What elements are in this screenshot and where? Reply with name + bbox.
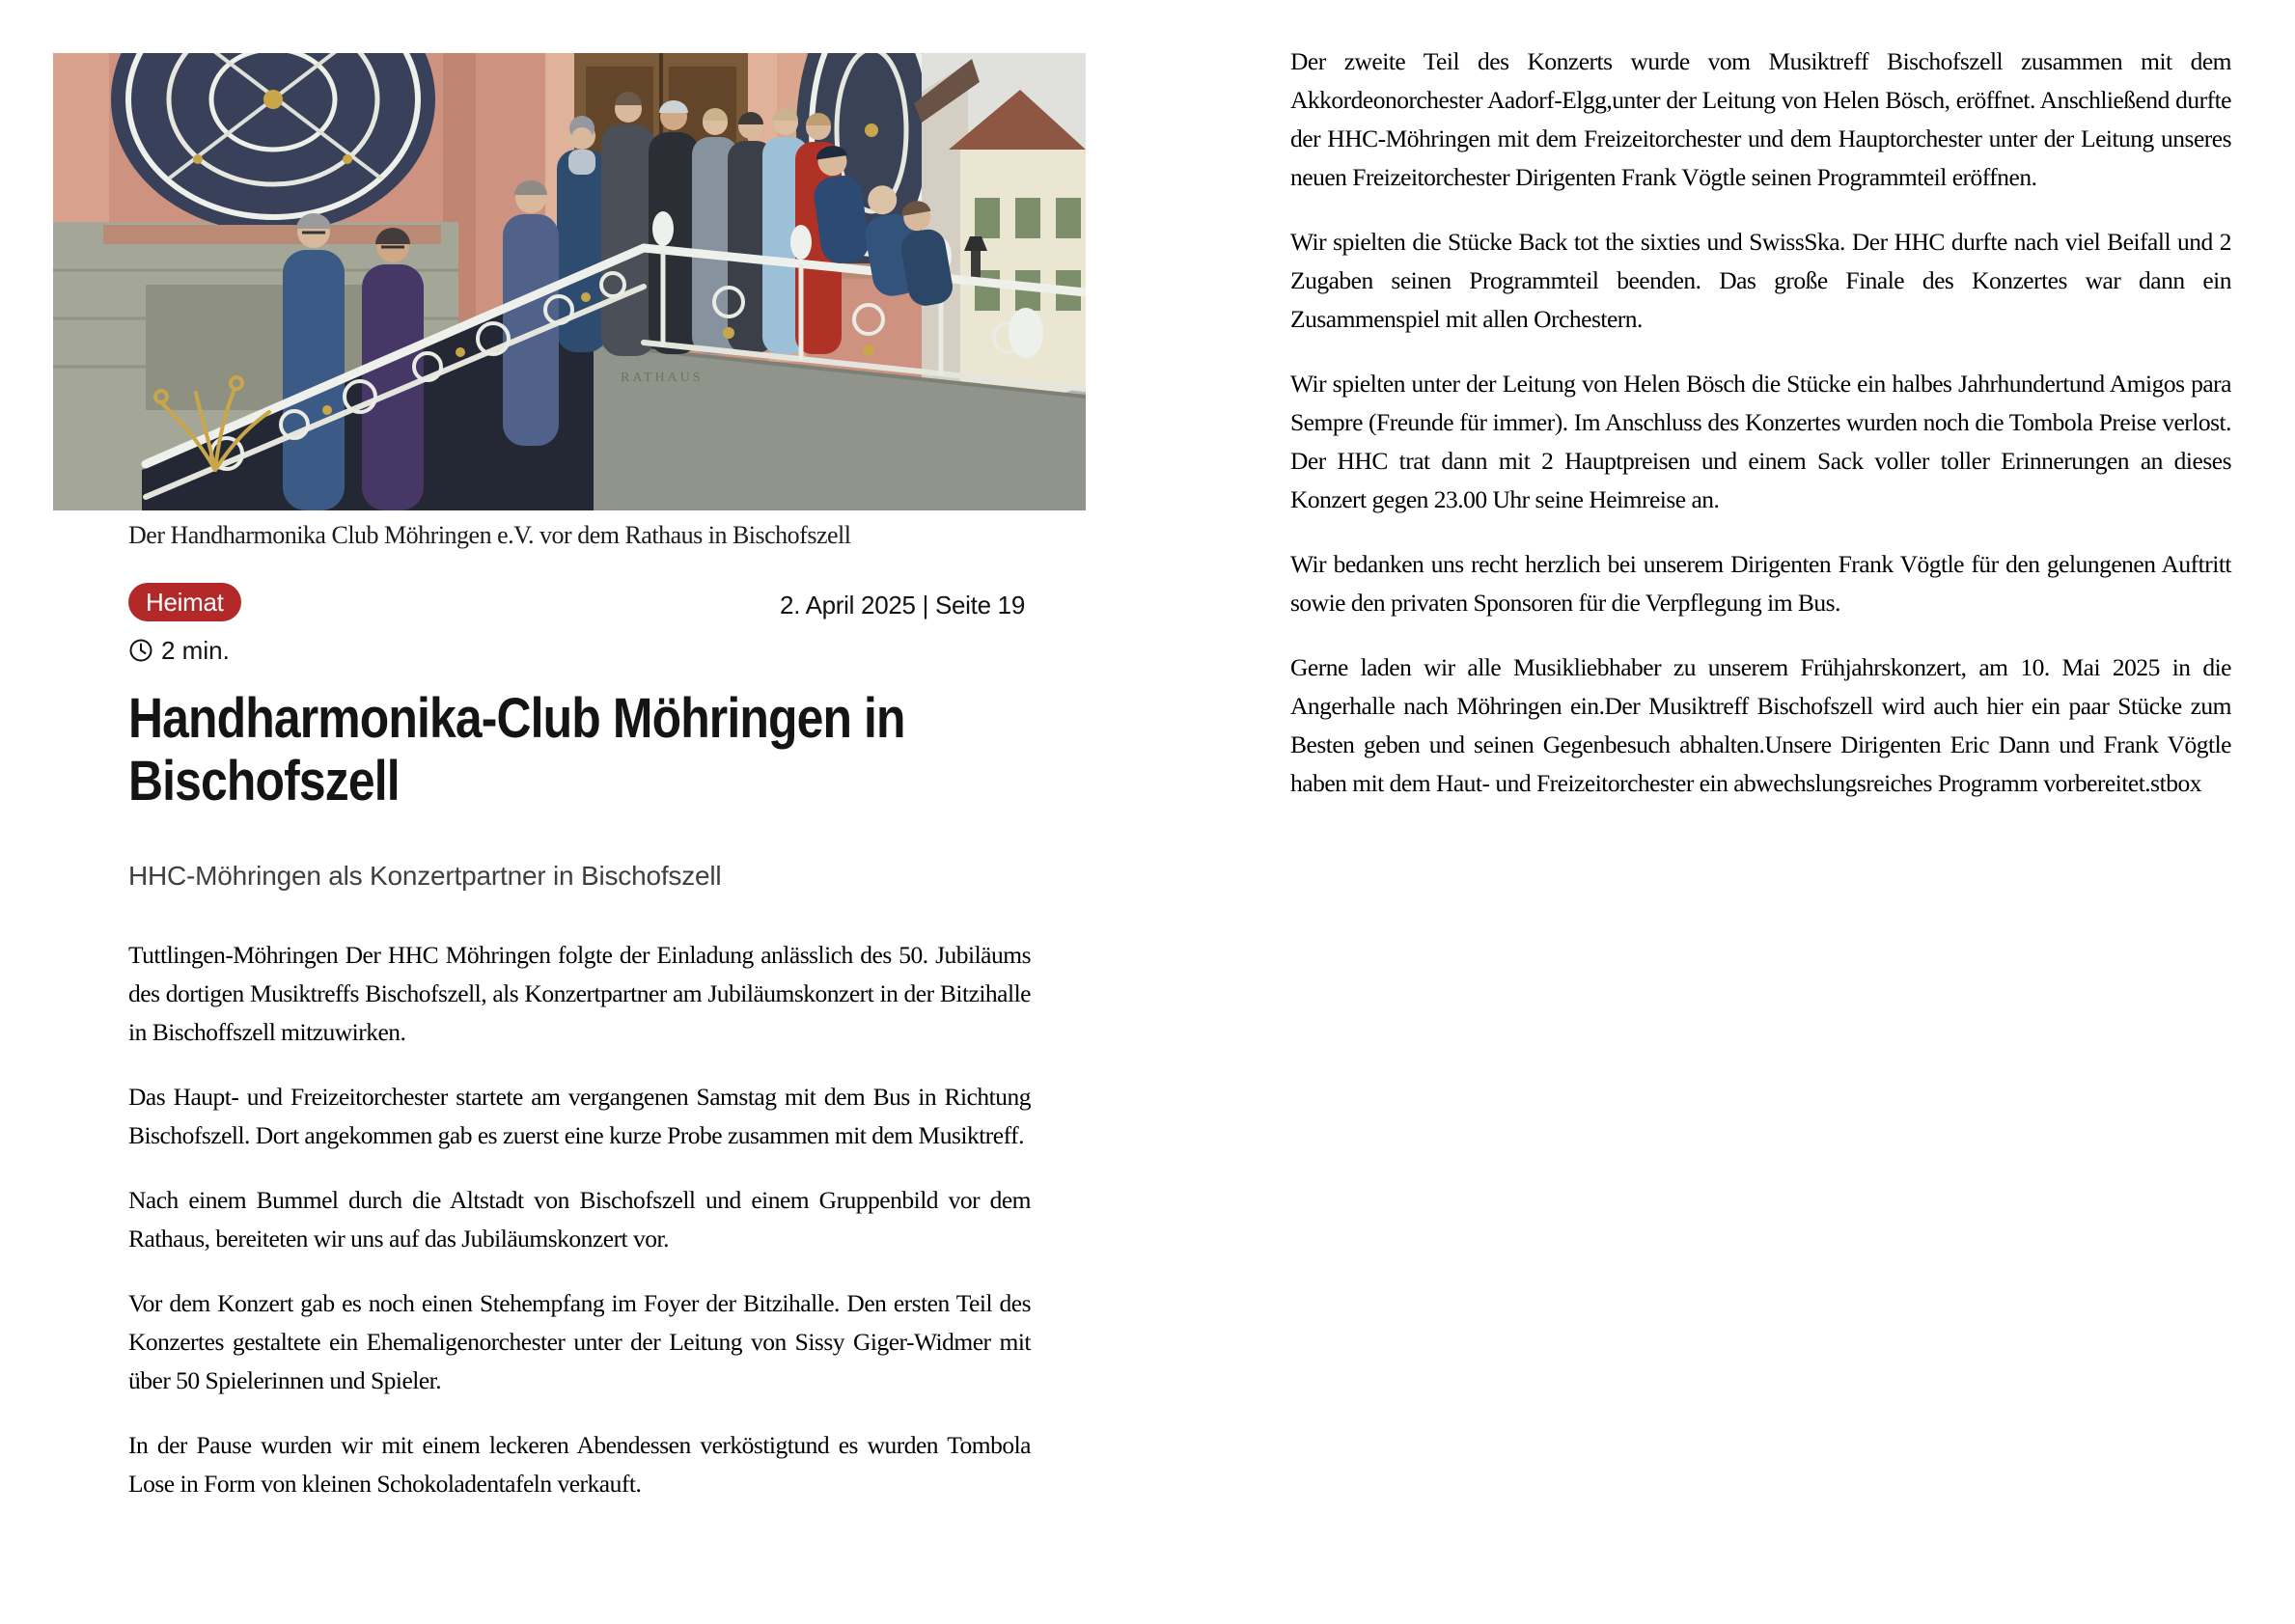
- paragraph: Wir spielten die Stücke Back tot the sixties und SwissSka. Der HHC durfte nach viel Beifall und 2 Zugaben seinen Programmteil beenden. Das große Finale des Konzertes war dann ein Zusammenspiel mit allen Orchestern.: [1290, 228, 2231, 333]
- reading-time: [128, 635, 230, 666]
- clock-icon: [128, 638, 153, 663]
- paragraph: Der zweite Teil des Konzerts wurde vom Musiktreff Bischofszell zusammen mit dem Akkordeonorchester Aadorf-Elgg,unter der Leitung von Helen Bösch, eröffnet. Anschließend durfte der HHC-Möhringen mit dem Freizeitorchester und dem Hauptorchester unter der Leitung unseres neuen Freizeitorchester Dirigenten Frank Vögtle seinen Programmteil eröffnen.: [1290, 47, 2231, 191]
- paragraph: Tuttlingen-Möhringen Der HHC Möhringen folgte der Einladung anlässlich des 50. Jubiläums des dortigen Musiktreffs Bischofszell, als Konzertpartner am Jubiläumskonzert in der Bitzihalle in Bischoffszell mitzuwirken.: [128, 941, 1031, 1046]
- photo-illustration: [53, 53, 1086, 510]
- article-subtitle: HHC-Möhringen als Konzertpartner in Bischofszell: [128, 861, 722, 891]
- paragraph: Das Haupt- und Freizeitorchester startete am vergangenen Samstag mit dem Bus in Richtung Bischofszell. Dort angekommen gab es zuerst eine kurze Probe zusammen mit dem Musiktreff.: [128, 1083, 1031, 1149]
- paragraph: Vor dem Konzert gab es noch einen Stehempfang im Foyer der Bitzihalle. Den ersten Teil des Konzertes gestaltete ein Ehemaligenorchester unter der Leitung von Sissy Giger-Widmer mit über 50 Spielerinnen und Spieler.: [128, 1289, 1031, 1394]
- category-badge[interactable]: Heimat: [128, 583, 241, 621]
- paragraph: Nach einem Bummel durch die Altstadt von Bischofszell und einem Gruppenbild vor dem Rathaus, bereiteten wir uns auf das Jubiläumskonzert vor.: [128, 1186, 1031, 1252]
- photo-caption: Der Handharmonika Club Möhringen e.V. vor dem Rathaus in Bischofszell: [128, 521, 851, 549]
- rathaus-engraving: RATHAUS: [621, 371, 704, 385]
- paragraph: In der Pause wurden wir mit einem leckeren Abendessen verköstigtund es wurden Tombola Lose in Form von kleinen Schokoladentafeln verkauft.: [128, 1431, 1031, 1498]
- paragraph: Gerne laden wir alle Musikliebhaber zu unserem Frühjahrskonzert, am 10. Mai 2025 in die Angerhalle nach Möhringen ein.Der Musiktreff Bischofszell wird auch hier ein paar Stücke zum Besten geben und seinen Gegenbesuch abhalten.Unsere Dirigenten Eric Dann und Frank Vögtle haben mit dem Haut- und Freizeitorchester ein abwechslungsreiches Programm vorbereitet.stbox: [1290, 653, 2231, 797]
- paragraph: Wir bedanken uns recht herzlich bei unserem Dirigenten Frank Vögtle für den gelungenen Auftritt sowie den privaten Sponsoren für die Verpflegung im Bus.: [1290, 550, 2231, 617]
- date-page-label: 2. April 2025 | Seite 19: [780, 591, 1025, 619]
- paragraph: Wir spielten unter der Leitung von Helen Bösch die Stücke ein halbes Jahrhundertund Amigos para Sempre (Freunde für immer). Im Anschluss des Konzertes wurden noch die Tombola Preise verlost. Der HHC trat dann mit 2 Hauptpreisen und einem Sack voller toller Erinnerungen an dieses Konzert gegen 23.00 Uhr seine Heimreise an.: [1290, 370, 2231, 513]
- article-photo: [53, 53, 1086, 510]
- article-body-right-column: [1290, 42, 2231, 829]
- reading-time-label: 2 min.: [161, 635, 230, 665]
- article-title: Handharmonika-Club Möhringen in Bischofszell: [128, 687, 905, 812]
- article-body-left-column: [128, 936, 1031, 1529]
